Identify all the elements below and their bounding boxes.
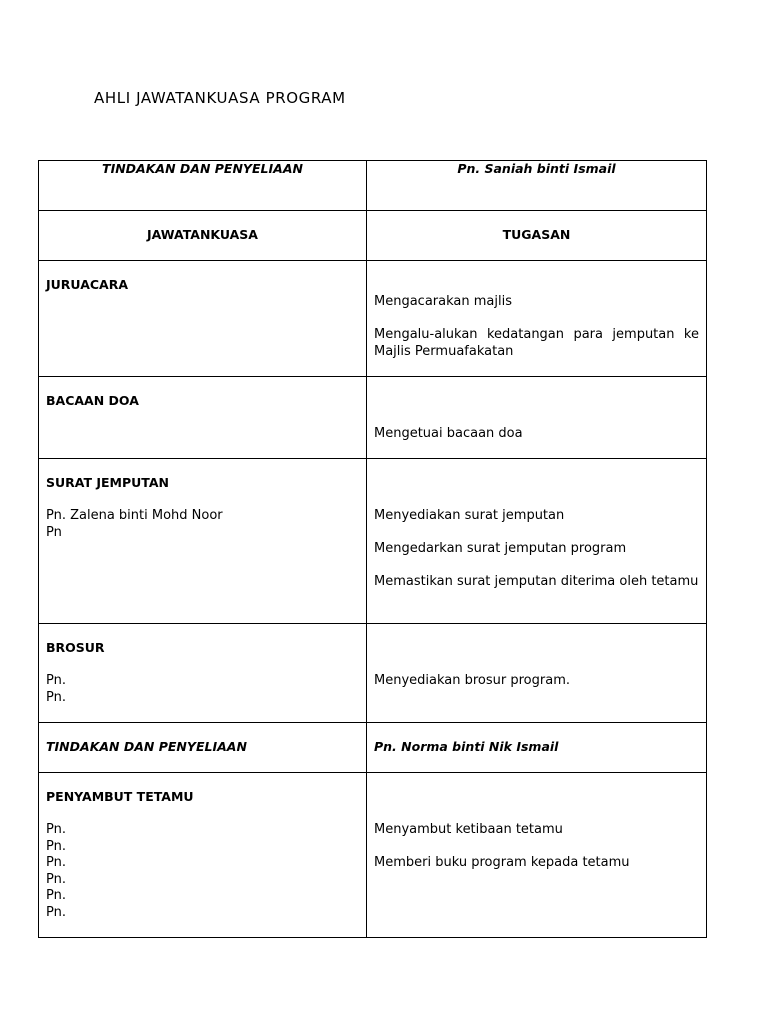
committee-heading: JURUACARA (46, 277, 129, 292)
member-name: Pn. Zalena binti Mohd Noor (46, 508, 223, 523)
supervisor-name-cell (367, 161, 707, 211)
page-title: AHLI JAWATANKUASA PROGRAM (94, 89, 346, 107)
column-header-tasks (367, 211, 707, 261)
member-name: Pn. (46, 838, 66, 854)
member-name: Pn (46, 524, 62, 540)
task-item: Memberi buku program kepada tetamu (374, 855, 630, 870)
committee-heading: SURAT JEMPUTAN (46, 475, 169, 490)
table-row (39, 723, 707, 773)
table-row (39, 459, 707, 624)
tasks-cell (367, 773, 707, 938)
task-item: Menyediakan brosur program. (374, 673, 570, 688)
committee-heading: PENYAMBUT TETAMU (46, 789, 194, 804)
committee-cell (39, 773, 367, 938)
table-row (39, 161, 707, 211)
supervision-label: TINDAKAN DAN PENYELIAAN (46, 739, 247, 755)
tasks-cell (367, 261, 707, 377)
table-row (39, 261, 707, 377)
supervisor-name-cell (367, 723, 707, 773)
member-name: Pn. (46, 689, 66, 705)
table-row (39, 773, 707, 938)
supervisor-name: Pn. Norma binti Nik Ismail (374, 739, 559, 755)
column-header-committee (39, 211, 367, 261)
member-name: Pn. (46, 822, 66, 837)
tasks-cell (367, 377, 707, 459)
tasks-cell (367, 624, 707, 723)
task-item: Mengalu-alukan kedatangan para jemputan ke Majlis Permuafakatan (374, 327, 699, 359)
committee-heading: BACAAN DOA (46, 393, 139, 408)
task-item: Mengacarakan majlis (374, 294, 512, 309)
committee-cell (39, 459, 367, 624)
committee-cell (39, 261, 367, 377)
supervision-label: TINDAKAN DAN PENYELIAAN (102, 161, 303, 176)
supervision-label-cell (39, 723, 367, 773)
member-name: Pn. (46, 673, 66, 688)
committee-cell (39, 377, 367, 459)
member-name: Pn. (46, 904, 66, 920)
member-name: Pn. (46, 855, 66, 870)
committee-cell (39, 624, 367, 723)
column-header-label: JAWATANKUASA (147, 226, 258, 242)
task-item: Mengetuai bacaan doa (374, 426, 523, 441)
table-row (39, 377, 707, 459)
committee-table (38, 160, 707, 938)
tasks-cell (367, 459, 707, 624)
task-item: Menyediakan surat jemputan (374, 508, 565, 523)
member-name: Pn. (46, 871, 66, 887)
table-row (39, 624, 707, 723)
supervision-label-cell (39, 161, 367, 211)
committee-heading: BROSUR (46, 640, 105, 655)
table-header-row (39, 211, 707, 261)
task-item: Memastikan surat jemputan diterima oleh tetamu (374, 574, 699, 589)
member-name: Pn. (46, 888, 66, 903)
task-item: Mengedarkan surat jemputan program (374, 541, 627, 556)
column-header-label: TUGASAN (502, 226, 571, 242)
task-item: Menyambut ketibaan tetamu (374, 822, 563, 837)
supervisor-name: Pn. Saniah binti Ismail (457, 161, 616, 176)
